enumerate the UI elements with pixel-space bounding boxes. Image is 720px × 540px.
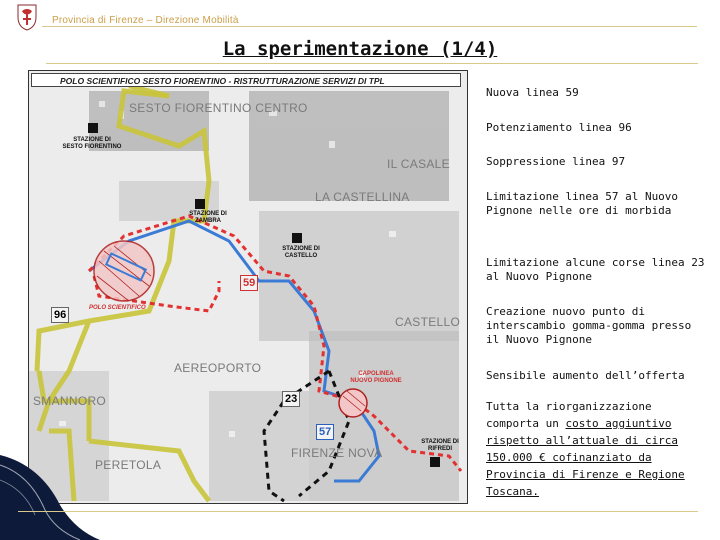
footer-divider <box>18 511 698 512</box>
cost-note <box>486 398 701 500</box>
bus-line-96-badge: 96 <box>51 307 69 323</box>
cost-line: Tutta la riorganizzazione <box>486 400 652 413</box>
station-zambra: STAZIONE DI ZAMBRA <box>189 211 227 224</box>
province-crest-icon <box>16 3 38 31</box>
place-firenze-nova: FIRENZE NOVA <box>291 446 383 460</box>
station-castello: STAZIONE DI CASTELLO <box>282 246 320 259</box>
map-title: POLO SCIENTIFICO SESTO FIORENTINO - RISTRUTTURAZIONE SERVIZI DI TPL <box>31 73 461 87</box>
place-la-castellina: LA CASTELLINA <box>315 190 410 204</box>
polo-scientifico-label: POLO SCIENTIFICO <box>89 305 146 311</box>
list-item: Nuova linea 59 <box>486 86 579 99</box>
bus-line-57-badge: 57 <box>316 424 334 440</box>
cost-line: comporta un costo aggiuntivo <box>486 417 672 430</box>
place-il-casale: IL CASALE <box>387 157 450 171</box>
bus-line-59-badge: 59 <box>240 275 258 291</box>
bus-line-23-badge: 23 <box>282 391 300 407</box>
page-title: La sperimentazione (1/4) <box>222 38 498 60</box>
place-smannoro: SMANNORO <box>33 394 107 408</box>
station-rifredi: STAZIONE DI RIFREDI <box>421 439 459 452</box>
list-item: Limitazione alcune corse linea 23 al Nuovo Pignone <box>486 256 705 283</box>
list-item: Limitazione linea 57 al Nuovo Pignone nelle ore di morbida <box>486 190 679 217</box>
place-peretola: PERETOLA <box>95 458 162 472</box>
station-sesto: STAZIONE DI SESTO FIORENTINO <box>62 137 122 150</box>
route-map <box>28 70 468 504</box>
place-sesto-centro: SESTO FIORENTINO CENTRO <box>129 101 308 115</box>
place-castello: CASTELLO <box>395 315 461 329</box>
list-item: Creazione nuovo punto di interscambio gomma-gomma presso il Nuovo Pignone <box>486 305 692 346</box>
cost-line: Toscana. <box>486 485 539 498</box>
header-divider <box>42 26 697 27</box>
capolinea-label: CAPOLINEA NUOVO PIGNONE <box>350 371 402 384</box>
cost-line: 150.000 € cofinanziato da <box>486 451 652 464</box>
cost-line: rispetto all’attuale di circa <box>486 434 679 447</box>
corner-decoration <box>0 455 100 540</box>
title-divider <box>46 63 698 64</box>
header-text: Provincia di Firenze – Direzione Mobilità <box>52 15 239 26</box>
cost-line: Provincia di Firenze e Regione <box>486 468 685 481</box>
list-item: Soppressione linea 97 <box>486 155 626 168</box>
list-item: Sensibile aumento dell’offerta <box>486 369 685 382</box>
list-item: Potenziamento linea 96 <box>486 121 632 134</box>
place-aeroporto: AEREOPORTO <box>174 361 262 375</box>
